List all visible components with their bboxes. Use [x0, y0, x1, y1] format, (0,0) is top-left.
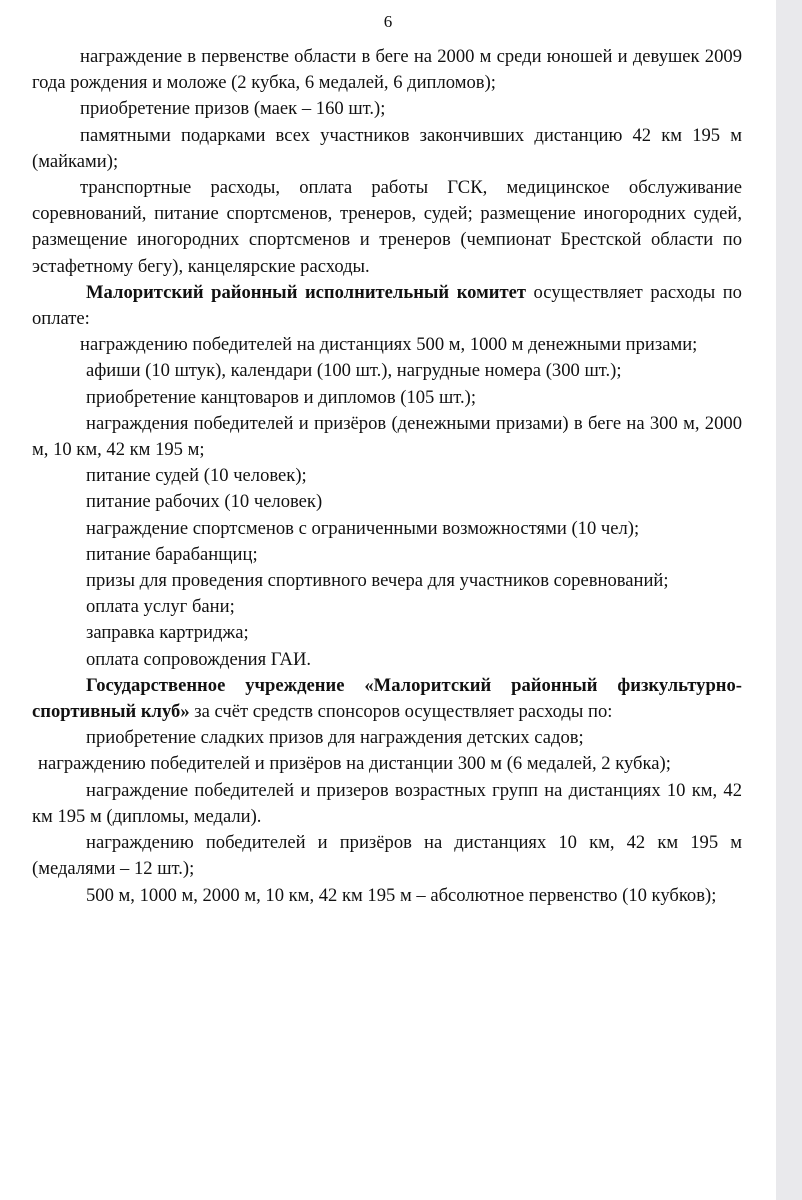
org-name-malorita-exec: Малоритский районный исполнительный комитет: [86, 281, 526, 303]
list-item: афиши (10 штук), календари (100 шт.), нагрудные номера (300 шт.);: [86, 360, 622, 382]
list-item: питание судей (10 человек);: [86, 465, 307, 487]
list-item: питание рабочих (10 человек): [86, 491, 323, 513]
list-item: награждению победителей на дистанциях 500 м, 1000 м денежными призами;: [80, 334, 698, 356]
list-item: награждению победителей и призёров на дистанциях 10 км, 42 км 195 м (медалями – 12 шт.);: [32, 832, 742, 880]
list-item: заправка картриджа;: [86, 622, 249, 644]
paragraph-transport-expenses: транспортные расходы, оплата работы ГСК, медицинское обслуживание соревнований, питание спортсменов, тренеров, судей; размещение иногородних судей, размещение иногородних спортсменов и тренеров (чемпионат Брестской области по эстафетному бегу), канцелярские расходы.: [32, 177, 742, 277]
list-item: приобретение канцтоваров и дипломов (105 шт.);: [86, 386, 477, 408]
org-name-sport-club: Государственное учреждение «Малоритский районный физкультурно-спортивный клуб»: [32, 674, 742, 723]
list-item: награждению победителей и призёров на дистанции 300 м (6 медалей, 2 кубка);: [38, 753, 671, 775]
list-item: приобретение сладких призов для награждения детских садов;: [86, 727, 584, 749]
paragraph-prizes-shirts: приобретение призов (маек – 160 шт.);: [80, 98, 386, 120]
section-intro-sport-club: за счёт средств спонсоров осуществляет расходы по:: [189, 701, 613, 723]
section-heading-malorita-exec: [32, 280, 742, 332]
list-item: награждение победителей и призеров возрастных групп на дистанциях 10 км, 42 км 195 м (дипломы, медали).: [32, 779, 742, 827]
list-item: награждение спортсменов с ограниченными возможностями (10 чел);: [86, 517, 640, 539]
list-item: награждения победителей и призёров (денежными призами) в беге на 300 м, 2000 м, 10 км, 42 км 195 м;: [32, 412, 742, 461]
list-item: питание барабанщиц;: [86, 543, 258, 565]
paragraph-award-2000m: награждение в первенстве области в беге на 2000 м среди юношей и девушек 2009 года рождения и моложе (2 кубка, 6 медалей, 6 дипломов);: [32, 46, 742, 94]
page-edge-strip: [776, 0, 802, 1200]
list-item: 500 м, 1000 м, 2000 м, 10 км, 42 км 195 м – абсолютное первенство (10 кубков);: [86, 884, 717, 906]
list-item: оплата сопровождения ГАИ.: [86, 648, 312, 670]
section-heading-sport-club: [32, 673, 742, 725]
document-body: [32, 44, 742, 909]
list-item: оплата услуг бани;: [86, 596, 235, 618]
section-intro-malorita-exec: осуществляет расходы по оплате:: [32, 281, 742, 330]
list-item: призы для проведения спортивного вечера для участников соревнований;: [86, 570, 669, 592]
page-number: 6: [383, 12, 393, 31]
paragraph-memorable-gifts: памятными подарками всех участников закончивших дистанцию 42 км 195 м (майками);: [32, 124, 742, 172]
